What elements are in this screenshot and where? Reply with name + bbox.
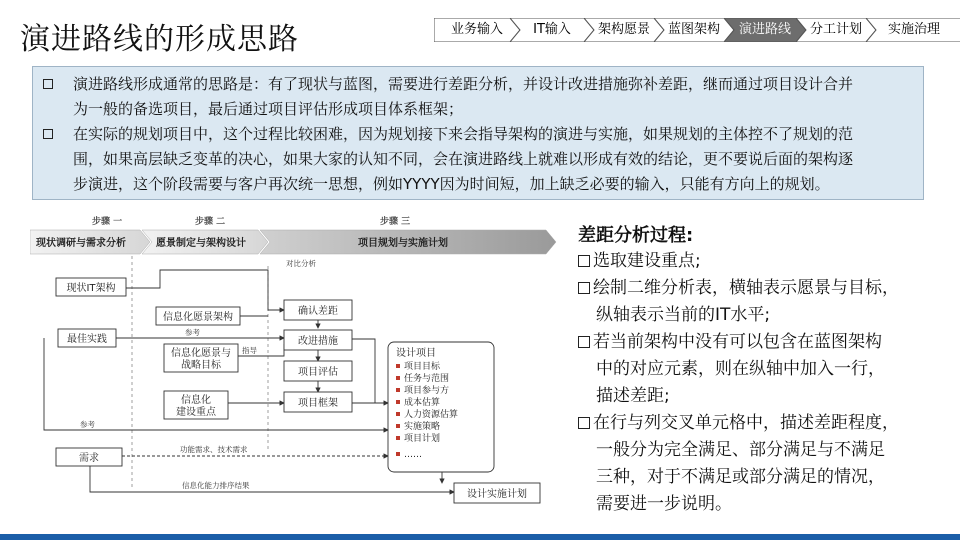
design-item: 项目目标 bbox=[404, 362, 441, 372]
gap-line: 选取建设重点; bbox=[578, 248, 701, 275]
checkbox-bullet-icon bbox=[43, 79, 53, 89]
label-vision-goal-1: 信息化愿景与 bbox=[171, 348, 231, 359]
arrow-to-gap bbox=[268, 278, 284, 310]
label-demand: 需求 bbox=[79, 453, 99, 464]
nav-step-roadmap-active[interactable]: 演进路线 bbox=[724, 18, 806, 42]
design-item: 实施策略 bbox=[404, 422, 441, 432]
label-eval: 项目评估 bbox=[298, 367, 338, 378]
gap-line: 描述差距; bbox=[596, 386, 670, 406]
nav-step-arch-vision[interactable]: 架构愿景 bbox=[584, 18, 664, 42]
stage-2-name: 愿景制定与架构设计 bbox=[156, 238, 246, 249]
gap-line: 若当前架构中没有可以包含在蓝图架构 bbox=[578, 329, 882, 356]
design-bullet-icon bbox=[396, 412, 400, 416]
design-bullet-icon bbox=[396, 452, 400, 456]
label-guide: 指导 bbox=[242, 346, 257, 355]
nav-step-it-input[interactable]: IT输入 bbox=[510, 18, 594, 42]
stage-2-step: 步骤 二 bbox=[195, 217, 226, 227]
stage-1-step: 步骤 一 bbox=[92, 217, 123, 227]
bottom-accent-bar bbox=[0, 534, 960, 540]
design-item: 人力资源估算 bbox=[404, 410, 459, 420]
label-improve: 改进措施 bbox=[298, 336, 338, 347]
design-item: 项目参与方 bbox=[404, 386, 450, 396]
checkbox-bullet-icon bbox=[578, 255, 590, 267]
nav-step-blueprint[interactable]: 蓝图架构 bbox=[654, 18, 734, 42]
design-bullet-icon bbox=[396, 436, 400, 440]
page-title: 演进路线的形成思路 bbox=[20, 22, 299, 57]
gap-line: 三种，对于不满足或部分满足的情况， bbox=[596, 467, 885, 487]
stage-3-step: 步骤 三 bbox=[380, 217, 411, 227]
label-current-it: 现状IT架构 bbox=[66, 283, 116, 294]
gap-line: 需要进一步说明。 bbox=[596, 494, 732, 514]
label-focus-1: 信息化 bbox=[181, 395, 211, 406]
design-project-title: 设计项目 bbox=[396, 348, 436, 359]
label-best-practice: 最佳实践 bbox=[67, 334, 107, 345]
arrow-to-design bbox=[352, 339, 388, 403]
design-item: 任务与范围 bbox=[404, 374, 450, 384]
gap-line: 一般分为完全满足、部分满足与不满足 bbox=[596, 440, 885, 460]
design-item: 项目计划 bbox=[404, 434, 441, 444]
checkbox-bullet-icon bbox=[578, 417, 590, 429]
checkbox-bullet-icon bbox=[578, 336, 590, 348]
design-item: …… bbox=[404, 450, 422, 460]
gap-analysis-title: 差距分析过程: bbox=[578, 225, 694, 246]
process-diagram bbox=[30, 208, 560, 510]
design-bullet-icon bbox=[396, 424, 400, 428]
nav-step-division-plan[interactable]: 分工计划 bbox=[796, 18, 876, 42]
stage-3-name: 项目规划与实施计划 bbox=[358, 238, 448, 249]
summary-paragraph-1: 演进路线形成通常的思路是：有了现状与蓝图，需要进行差距分析，并设计改进措施弥补差距，继而通过项目设计合并 为一般的备选项目，最后通过项目评估形成项目体系框架； bbox=[73, 75, 854, 118]
label-func: 功能需求、技术需求 bbox=[180, 445, 248, 454]
label-vision-goal-2: 战略目标 bbox=[181, 360, 221, 371]
label-ref-2: 参考 bbox=[80, 420, 95, 429]
summary-paragraph-2: 在实际的规划项目中，这个过程比较困难，因为规划接下来会指导架构的演进与实施，如果规划的主体控不了规划的范 围，如果高层缺乏变革的决心，如果大家的认知不同，会在演进路线上就难以形成有效的结论，更不要说后面的架构逐 步演进，这个阶段需要与客户再次统一思想，例如YYYY因为时间短，加上缺乏必要的输入，只能有方向上的规划。 bbox=[73, 125, 854, 193]
label-ranking: 信息化能力排序结果 bbox=[182, 481, 250, 490]
label-focus-2: 建设重点 bbox=[176, 407, 216, 418]
label-vision-arch: 信息化愿景架构 bbox=[163, 312, 233, 323]
checkbox-bullet-icon bbox=[578, 282, 590, 294]
stage-1-name: 现状调研与需求分析 bbox=[36, 238, 126, 249]
gap-line: 绘制二维分析表，横轴表示愿景与目标， bbox=[578, 275, 899, 302]
label-framework: 项目框架 bbox=[298, 398, 338, 409]
checkbox-bullet-icon bbox=[43, 129, 53, 139]
label-impl-plan: 设计实施计划 bbox=[467, 489, 527, 500]
line-current-to-compare bbox=[126, 270, 268, 288]
gap-line: 纵轴表示当前的IT水平; bbox=[596, 305, 771, 325]
design-item: 成本估算 bbox=[404, 398, 441, 408]
design-bullet-icon bbox=[396, 400, 400, 404]
label-gap: 确认差距 bbox=[298, 306, 338, 317]
design-bullet-icon bbox=[396, 388, 400, 392]
design-bullet-icon bbox=[396, 376, 400, 380]
gap-line: 中的对应元素，则在纵轴中加入一行， bbox=[596, 359, 885, 379]
design-bullet-icon bbox=[396, 364, 400, 368]
label-compare: 对比分析 bbox=[286, 259, 316, 268]
nav-step-business-input[interactable]: 业务输入 bbox=[434, 18, 520, 42]
nav-step-governance[interactable]: 实施治理 bbox=[866, 18, 960, 42]
summary-box bbox=[32, 66, 924, 200]
gap-line: 在行与列交叉单元格中，描述差距程度， bbox=[578, 410, 899, 437]
label-ref-1: 参考 bbox=[185, 328, 200, 337]
